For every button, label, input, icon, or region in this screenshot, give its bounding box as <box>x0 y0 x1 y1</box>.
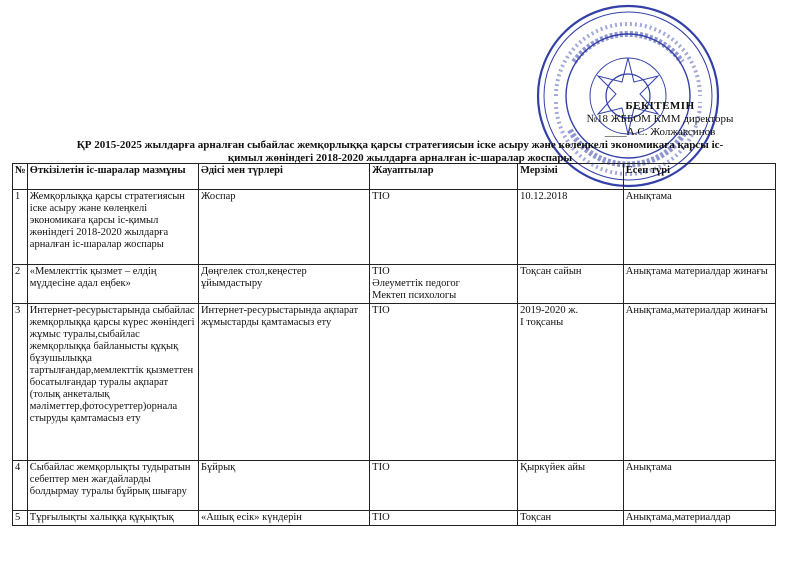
header-report: Есеп түрі <box>623 164 775 190</box>
cell-responsible: ТІО Әлеуметтік педогог Мектеп психологы <box>370 265 518 304</box>
header-number: № <box>13 164 28 190</box>
table-row <box>13 511 776 526</box>
header-responsible: Жауаптылар <box>370 164 518 190</box>
cell-term: Тоқсан сайын <box>518 265 624 304</box>
cell-report: Анықтама материалдар жинағы <box>623 265 775 304</box>
cell-method: Бұйрық <box>198 461 369 511</box>
cell-activity: Сыбайлас жемқорлықты тудыратын себептер мен жағдайларды болдырмау туралы бұйрық шығару <box>27 461 198 511</box>
cell-method: Интернет-ресурыстарында ақпарат жұмыстарды қамтамасыз ету <box>198 304 369 461</box>
approval-block <box>560 100 760 139</box>
header-method: Әдісі мен түрлері <box>198 164 369 190</box>
cell-responsible: ТІО <box>370 190 518 265</box>
approval-title: БЕКІТЕМІН <box>625 100 695 112</box>
cell-activity: Жемқорлыққа қарсы стратегиясын іске асыру және көлеңкелі экономикаға қарсы іс-қимыл жөніндегі 2018-2020 жылдарға арналған іс-шаралар жоспары <box>27 190 198 265</box>
cell-activity: Тұрғылықты халыққа құқықтық <box>27 511 198 526</box>
table-row <box>13 190 776 265</box>
cell-method: «Ашық есік» күндерін <box>198 511 369 526</box>
cell-responsible: ТІО <box>370 304 518 461</box>
approval-signature: ____А.С. Жолжаксинов <box>604 126 716 138</box>
cell-responsible: ТІО <box>370 511 518 526</box>
document-title-line-2: қимыл жөніндегі 2018-2020 жылдарға арналған іс-шаралар жоспары <box>227 152 573 164</box>
cell-number: 4 <box>13 461 28 511</box>
table-header-row <box>13 164 776 190</box>
cell-term: Қыркүйек айы <box>518 461 624 511</box>
cell-report: Анықтама,материалдар жинағы <box>623 304 775 461</box>
cell-report: Анықтама <box>623 461 775 511</box>
approval-director: №18 ЖББОМ КММ директоры <box>586 113 734 125</box>
cell-activity: Интернет-ресурыстарында сыбайлас жемқорлыққа қарсы күрес жөніндегі жұмыс туралы,сыбайлас жемқорлыққа байланысты құқық бұзушылыққа тартылғандар,мемлекттік қызметтен босатылғандар туралы ақпарат (толық анкеталық мәліметтер,фотосуреттер)орнала стыруды қамтамасыз ету <box>27 304 198 461</box>
cell-number: 5 <box>13 511 28 526</box>
header-term: Мерзімі <box>518 164 624 190</box>
cell-number: 3 <box>13 304 28 461</box>
cell-number: 1 <box>13 190 28 265</box>
action-plan-table <box>12 163 776 526</box>
cell-number: 2 <box>13 265 28 304</box>
cell-term: 10.12.2018 <box>518 190 624 265</box>
cell-responsible: ТІО <box>370 461 518 511</box>
cell-term: Тоқсан <box>518 511 624 526</box>
table-row <box>13 265 776 304</box>
cell-method: Жоспар <box>198 190 369 265</box>
document-title-line-1: ҚР 2015-2025 жылдарға арналған сыбайлас жемқорлыққа қарсы стратегиясын іске асыру және көлеңкелі экономикаға қарсы іс- <box>76 139 724 151</box>
cell-term: 2019-2020 ж. І тоқсаны <box>518 304 624 461</box>
table-row <box>13 461 776 511</box>
header-activity: Өткізілетін іс-шаралар мазмұны <box>27 164 198 190</box>
cell-activity: «Мемлекттік қызмет – елдің мүддесіне адал еңбек» <box>27 265 198 304</box>
document-title <box>10 139 790 165</box>
cell-report: Анықтама <box>623 190 775 265</box>
cell-method: Дөңгелек стол,кеңестер ұйымдастыру <box>198 265 369 304</box>
table-row <box>13 304 776 461</box>
cell-report: Анықтама,материалдар <box>623 511 775 526</box>
